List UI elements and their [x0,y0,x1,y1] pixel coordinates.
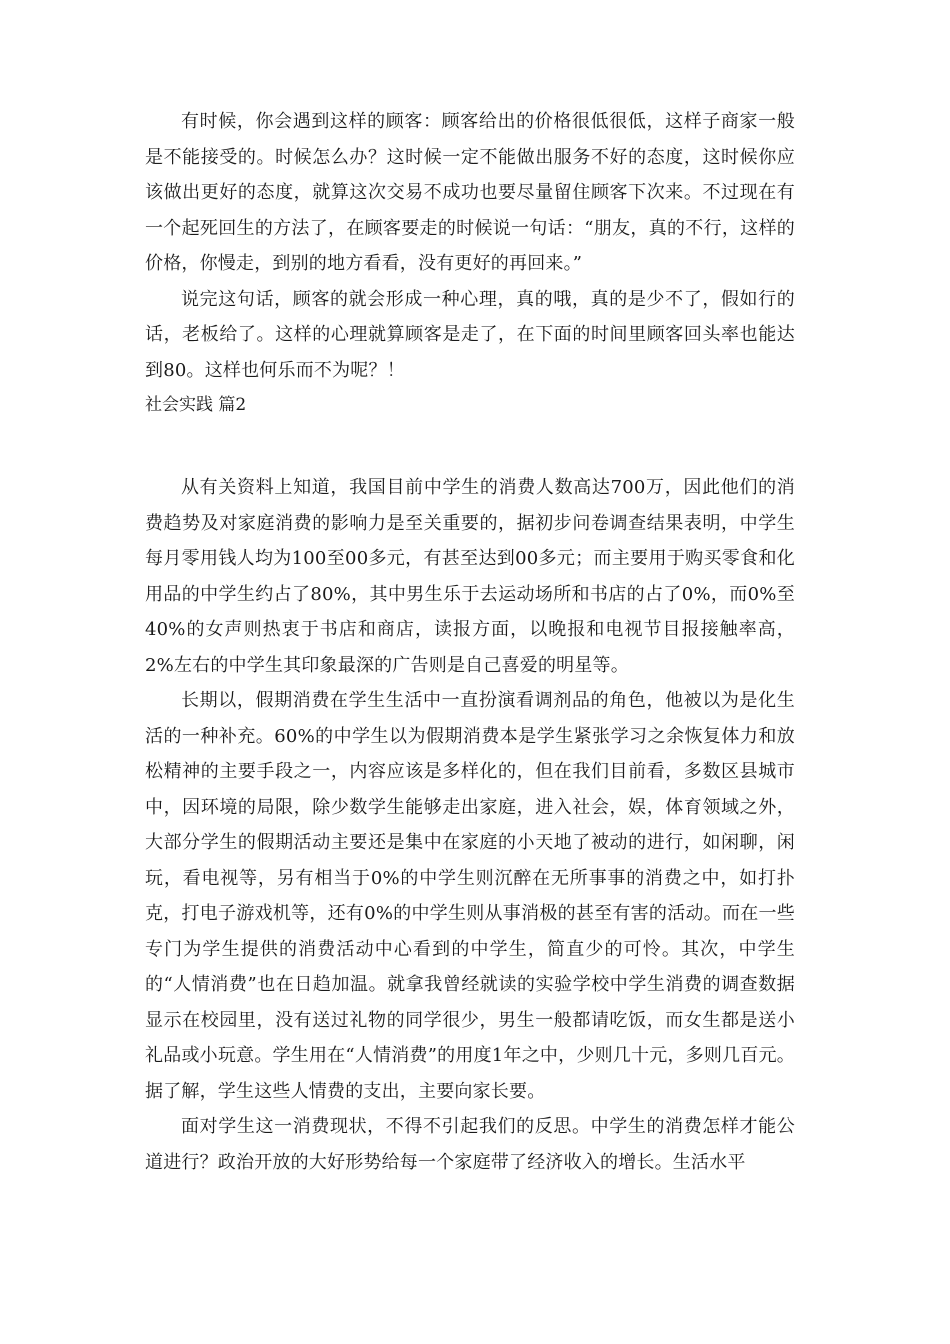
paragraph-bargaining: 有时候，你会遇到这样的顾客：顾客给出的价格很低很低，这样子商家一般是不能接受的。时候怎么办？这时候一定不能做出服务不好的态度，这时候你应该做出更好的态度，就算这次交易不成功也要尽量留住顾客下次来。不过现在有一个起死回生的方法了，在顾客要走的时候说一句话：“朋友，真的不行，这样的价格，你慢走，到别的地方看看，没有更好的再回来。” [145,111,795,274]
paragraph-reflection: 面对学生这一消费现状，不得不引起我们的反思。中学生的消费怎样才能公道进行？政治开放的大好形势给每一个家庭带了经济收入的增长。生活水平 [145,1116,795,1173]
document-page [145,104,795,1180]
paragraph-survey-results: 从有关资料上知道，我国目前中学生的消费人数高达700万，因此他们的消费趋势及对家庭消费的影响力是至关重要的，据初步问卷调查结果表明，中学生每月零用钱人均为100至00多元，有甚至达到00多元；而主要用于购买零食和化用品的中学生约占了80%，其中男生乐于去运动场所和书店的占了0%，而0%至40%的女声则热衷于书店和商店，读报方面，以晚报和电视节目报接触率高，2%左右的中学生其印象最深的广告则是自己喜爱的明星等。 [145,477,795,676]
paragraph-holiday-consumption: 长期以，假期消费在学生生活中一直扮演看调剂品的角色，他被以为是化生活的一种补充。60%的中学生以为假期消费本是学生紧张学习之余恢复体力和放松精神的主要手段之一，内容应该是多样化的，但在我们目前看，多数区县城市中，因环境的局限，除少数学生能够走出家庭，进入社会，娱，体育领域之外，大部分学生的假期活动主要还是集中在家庭的小天地了被动的进行，如闲聊，闲玩，看电视等，另有相当于0%的中学生则沉醉在无所事事的消费之中，如打扑克，打电子游戏机等，还有0%的中学生则从事消极的甚至有害的活动。而在一些专门为学生提供的消费活动中心看到的中学生，简直少的可怜。其次，中学生的“人情消费”也在日趋加温。就拿我曾经就读的实验学校中学生消费的调查数据显示在校园里，没有送过礼物的同学很少，男生一般都请吃饭，而女生都是送小礼品或小玩意。学生用在“人情消费”的用度1年之中，少则几十元，多则几百元。据了解，学生这些人情费的支出，主要向家长要。 [145,690,795,1102]
paragraph-customer-psychology: 说完这句话，顾客的就会形成一种心理，真的哦，真的是少不了，假如行的话，老板给了。这样的心理就算顾客是走了，在下面的时间里顾客回头率也能达到80。这样也何乐而不为呢？！ [145,288,795,381]
section-heading: 社会实践 篇2 [145,395,247,415]
section-spacer [145,420,795,470]
